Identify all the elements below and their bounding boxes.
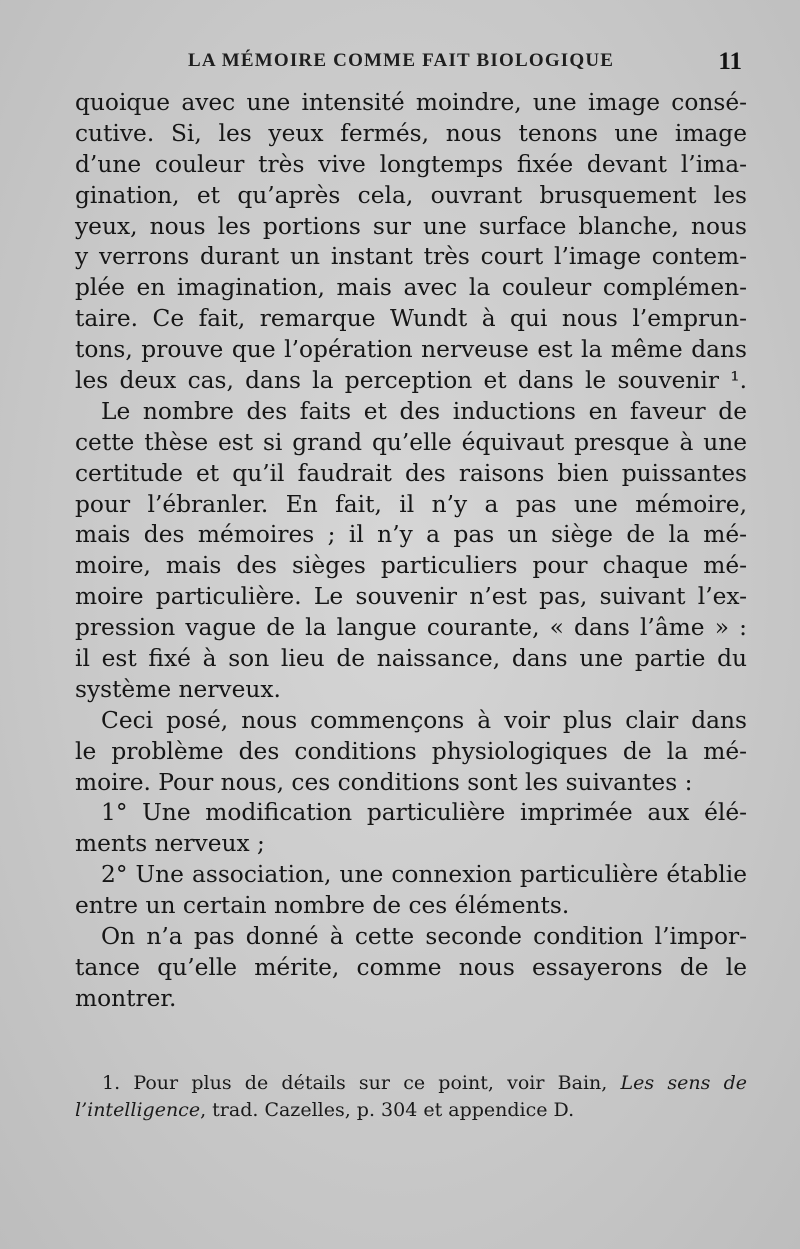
text-line: y verrons durant un instant très court l’image contem- — [75, 243, 747, 271]
text-line: ments nerveux ; — [75, 830, 265, 858]
text-line: pour l’ébranler. En fait, il n’y a pas une mémoire, — [75, 490, 747, 518]
page-number: 11 — [718, 48, 742, 75]
text-line: 1° Une modification particulière imprimée aux élé- — [101, 799, 747, 827]
text-line: les deux cas, dans la perception et dans le souvenir ¹. — [75, 367, 747, 395]
text-line: moire particulière. Le souvenir n’est pas, suivant l’ex- — [75, 583, 747, 611]
text-line: On n’a pas donné à cette seconde condition l’impor- — [101, 923, 747, 951]
text-line: taire. Ce fait, remarque Wundt à qui nous l’emprun- — [75, 305, 747, 333]
text-line: Le nombre des faits et des inductions en faveur de — [101, 397, 747, 425]
text-line: 2° Une association, une connexion particulière établie — [101, 861, 747, 889]
footnote — [75, 1070, 747, 1124]
text-line: tons, prouve que l’opération nerveuse est la même dans — [75, 336, 747, 364]
text-line: certitude et qu’il faudrait des raisons bien puissantes — [75, 459, 747, 487]
text-line: yeux, nous les portions sur une surface blanche, nous — [75, 212, 747, 240]
footnote-book-title: Les sens de — [620, 1072, 747, 1094]
text-line: entre un certain nombre de ces éléments. — [75, 892, 570, 920]
text-line: il est fixé à son lieu de naissance, dans une partie du — [75, 645, 747, 673]
text-line: moire. Pour nous, ces conditions sont les suivantes : — [75, 768, 693, 796]
text-line: tance qu’elle mérite, comme nous essayerons de le — [75, 953, 747, 981]
footnote-text: , trad. Cazelles, p. 304 et appendice D. — [200, 1099, 575, 1121]
text-line: moire, mais des sièges particuliers pour chaque mé- — [75, 552, 747, 580]
text-line: d’une couleur très vive longtemps fixée devant l’ima- — [75, 150, 747, 178]
text-line: cette thèse est si grand qu’elle équivaut presque à une — [75, 428, 747, 456]
text-line: quoique avec une intensité moindre, une image consé- — [75, 89, 747, 116]
footnote-book-title: l’intelligence — [75, 1099, 201, 1121]
footnote-line — [75, 1070, 747, 1097]
running-head — [188, 48, 744, 78]
text-line: mais des mémoires ; il n’y a pas un siège de la mé- — [75, 521, 747, 549]
text-line: le problème des conditions physiologiques de la mé- — [75, 737, 747, 765]
text-line: Ceci posé, nous commençons à voir plus clair dans — [101, 706, 747, 734]
footnote-text: 1. Pour plus de détails sur ce point, voir Bain, — [102, 1072, 621, 1094]
text-line: pression vague de la langue courante, « dans l’âme » : — [75, 614, 747, 642]
running-title: LA MÉMOIRE COMME FAIT BIOLOGIQUE — [188, 50, 615, 71]
text-line: cutive. Si, les yeux fermés, nous tenons une image — [75, 119, 747, 147]
text-line: plée en imagination, mais avec la couleur complémen- — [75, 274, 747, 302]
footnote-line — [75, 1097, 747, 1124]
text-line: gination, et qu’après cela, ouvrant brusquement les — [75, 181, 747, 209]
body-text — [75, 88, 747, 1015]
text-line: montrer. — [75, 984, 177, 1012]
text-line: système nerveux. — [75, 675, 281, 703]
